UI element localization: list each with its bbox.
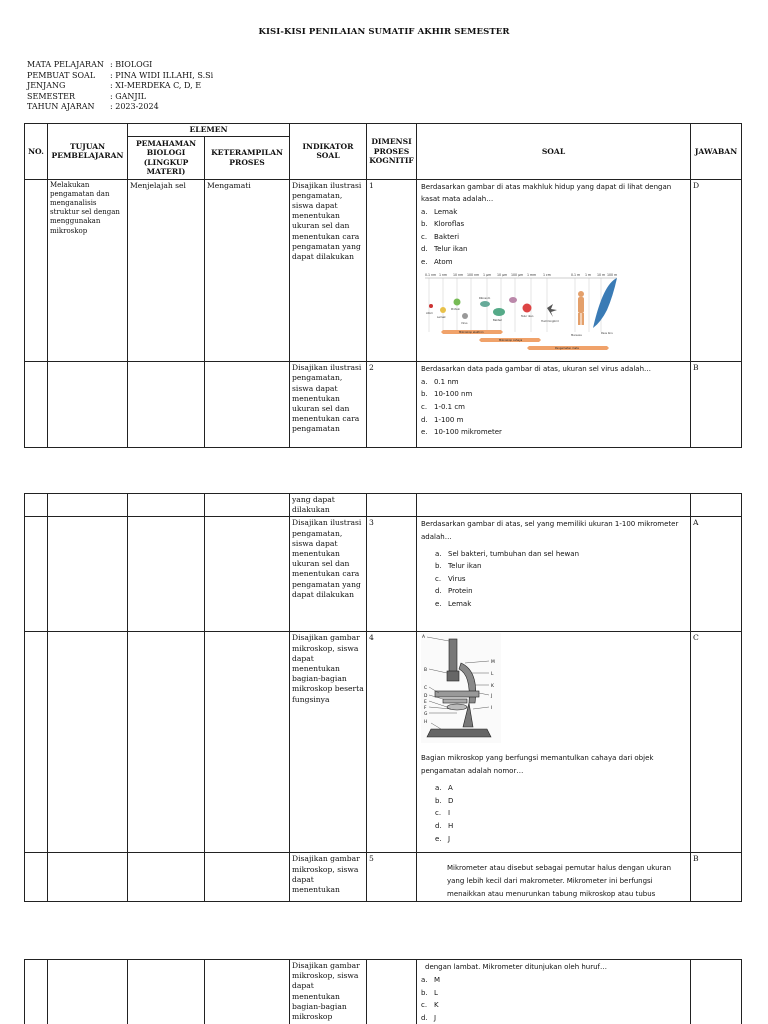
table-row <box>25 179 742 362</box>
document-meta <box>27 60 213 113</box>
svg-text:Paus biru: Paus biru <box>601 331 613 335</box>
cell-soal <box>417 853 691 902</box>
cell-jawaban: A <box>691 517 742 632</box>
svg-text:Mikroskop elektron: Mikroskop elektron <box>459 330 484 334</box>
cell-indikator: Disajikan gambar mikroskop, siswa dapat menentukan bagian-bagian mikroskop <box>290 960 367 1024</box>
option-item: a. Lemak <box>421 207 458 216</box>
meta-row <box>27 60 213 71</box>
cell-jawaban: B <box>691 853 742 902</box>
scale-label: 10 µm <box>497 272 508 277</box>
cell-keterampilan <box>205 853 290 902</box>
cell-jawaban: B <box>691 362 742 448</box>
cell-pemahaman <box>128 632 205 853</box>
meta-row <box>27 71 213 82</box>
option-item: a. Sel bakteri, tumbuhan dan sel hewan <box>435 549 580 558</box>
cell-keterampilan <box>205 960 290 1024</box>
cell-tujuan: Melakukan pengamatan dan menganalisis struktur sel dengan menggunakan mikroskop <box>48 179 128 362</box>
svg-text:F: F <box>424 706 427 712</box>
meta-label: PEMBUAT SOAL <box>27 70 96 80</box>
cell-soal <box>417 179 691 362</box>
svg-text:Virus: Virus <box>461 321 468 325</box>
cell-no <box>25 960 48 1024</box>
option-item: b. D <box>435 796 454 805</box>
question-stem: Berdasarkan gambar di atas makhluk hidup yang dapat di lihat dengan kasat mata adalah… <box>421 182 672 204</box>
option-item: e. Lemak <box>435 599 472 608</box>
option-item: a. A <box>435 784 453 793</box>
option-item: d. 1-100 m <box>421 415 464 424</box>
kisi-table-page-3 <box>24 959 742 1024</box>
option-item: c. 1-0.1 cm <box>421 403 466 412</box>
table-row <box>25 632 742 853</box>
bacteria-icon <box>493 308 505 316</box>
cell-tujuan <box>48 517 128 632</box>
question-stem: Mikrometer atau disebut sebagai pemutar halus dengan ukuran yang lebih kecil dari makrometer. Mikrometer ini berfungsi menaikkan atau menurunkan tabung mikroskop atau tubus <box>447 864 672 898</box>
meta-row <box>27 81 213 92</box>
svg-text:G: G <box>424 712 428 718</box>
virus-icon <box>462 313 468 319</box>
meta-value: : XI-MERDEKA C, D, E <box>110 81 202 90</box>
option-list <box>421 376 688 439</box>
option-list <box>421 206 688 269</box>
svg-text:I: I <box>491 706 493 712</box>
option-item: e. J <box>435 834 451 843</box>
hummingbird-icon <box>547 304 557 317</box>
cell-no <box>25 362 48 448</box>
svg-text:B: B <box>424 668 428 674</box>
cell-tujuan <box>48 960 128 1024</box>
header-soal: SOAL <box>417 124 691 180</box>
cell-tujuan <box>48 362 128 448</box>
cell-tujuan <box>48 853 128 902</box>
cell-soal <box>417 362 691 448</box>
kisi-table-page-1 <box>24 123 742 448</box>
cell-dimensi: 3 <box>367 517 417 632</box>
cell-no <box>25 632 48 853</box>
meta-label: TAHUN AJARAN <box>27 102 95 111</box>
ribosome-icon <box>480 301 490 307</box>
option-item: d. Protein <box>435 587 473 596</box>
scale-label: 1 mm <box>527 272 537 277</box>
lipid-icon <box>440 307 446 313</box>
cell-jawaban <box>691 960 742 1024</box>
option-item: a. M <box>421 975 441 984</box>
cell-icon <box>509 297 517 303</box>
question-stem: Bagian mikroskop yang berfungsi memantulkan cahaya dari objek pengamatan adalah nomor… <box>421 754 654 775</box>
meta-label: SEMESTER <box>27 91 76 101</box>
cell-jawaban <box>691 494 742 517</box>
cell-no <box>25 179 48 362</box>
cell-keterampilan: Mengamati <box>205 179 290 362</box>
meta-label: MATA PELAJARAN <box>27 60 104 69</box>
svg-text:J: J <box>491 694 493 700</box>
option-item: d. H <box>435 821 454 830</box>
blue-whale-icon <box>593 278 617 328</box>
table-row <box>25 517 742 632</box>
meta-value: : 2023-2024 <box>110 102 159 111</box>
svg-text:Telur ikan: Telur ikan <box>521 314 534 318</box>
svg-text:H: H <box>424 720 428 726</box>
svg-text:Bakteri: Bakteri <box>493 318 503 322</box>
svg-text:Mikroskop cahaya: Mikroskop cahaya <box>499 338 523 342</box>
cell-no <box>25 853 48 902</box>
option-item: c. I <box>435 809 451 818</box>
option-item: c. K <box>421 1001 439 1010</box>
meta-value: : PINA WIDI ILLAHI, S.Si <box>110 70 214 80</box>
table-row <box>25 960 742 1024</box>
table-row <box>25 853 742 902</box>
scale-label: 100 m <box>607 272 618 277</box>
cell-tujuan <box>48 632 128 853</box>
svg-text:Pengamatan mata: Pengamatan mata <box>555 346 579 350</box>
cell-indikator: Disajikan ilustrasi pengamatan, siswa dapat menentukan ukuran sel dan menentukan cara pengamatan <box>290 362 367 448</box>
meta-label: JENJANG <box>27 81 66 90</box>
cell-pemahaman <box>128 494 205 517</box>
cell-dimensi: 4 <box>367 632 417 853</box>
option-item: e. 10-100 mikrometer <box>421 428 502 437</box>
cell-keterampilan <box>205 632 290 853</box>
cell-dimensi: 5 <box>367 853 417 902</box>
svg-text:K: K <box>491 684 494 690</box>
svg-text:E: E <box>424 700 427 706</box>
cell-tujuan <box>48 494 128 517</box>
scale-label: 100 nm <box>467 272 480 277</box>
svg-text:Manusia: Manusia <box>571 333 582 337</box>
header-indikator: INDIKATOR SOAL <box>290 124 367 180</box>
cell-indikator: Disajikan gambar mikroskop, siswa dapat menentukan <box>290 853 367 902</box>
atom-icon <box>429 304 433 308</box>
option-item: c. Bakteri <box>421 232 460 241</box>
option-item: b. Kloroflas <box>421 220 465 229</box>
cell-jawaban: C <box>691 632 742 853</box>
scale-label: 0.1 nm <box>425 272 437 277</box>
question-stem: Berdasarkan gambar di atas, sel yang memiliki ukuran 1-100 mikrometer adalah… <box>421 520 679 541</box>
cell-pemahaman <box>128 362 205 448</box>
cell-dimensi <box>367 960 417 1024</box>
header-tujuan: TUJUAN PEMBELAJARAN <box>48 124 128 180</box>
svg-text:D: D <box>424 694 428 700</box>
scale-label: 10 m <box>597 272 606 277</box>
svg-text:Hummingbird: Hummingbird <box>541 319 559 323</box>
meta-row <box>27 92 213 103</box>
scale-label: 1 cm <box>543 272 551 277</box>
cell-indikator: Disajikan ilustrasi pengamatan, siswa dapat menentukan ukuran sel dan menentukan cara pengamatan yang dapat dilakukan <box>290 179 367 362</box>
option-item: a. 0.1 nm <box>421 377 459 386</box>
cell-keterampilan <box>205 494 290 517</box>
cell-no <box>25 517 48 632</box>
option-list <box>421 974 688 1024</box>
cell-jawaban: D <box>691 179 742 362</box>
svg-text:Lemak: Lemak <box>437 315 446 319</box>
scale-label: 100 µm <box>511 272 524 277</box>
kisi-table-page-2 <box>24 493 742 902</box>
option-item: c. Virus <box>435 574 466 583</box>
header-pemahaman: PEMAHAMAN BIOLOGI (LINGKUP MATERI) <box>128 136 205 179</box>
cell-indikator: Disajikan ilustrasi pengamatan, siswa dapat menentukan ukuran sel dan menentukan cara pengamatan yang dapat dilakukan <box>290 517 367 632</box>
fish-egg-icon <box>523 303 532 312</box>
cell-dimensi <box>367 494 417 517</box>
cell-keterampilan <box>205 517 290 632</box>
header-elemen: ELEMEN <box>128 124 290 137</box>
cell-indikator: Disajikan gambar mikroskop, siswa dapat menentukan bagian-bagian mikroskop beserta fungsinya <box>290 632 367 853</box>
header-dimensi: DIMENSI PROSES KOGNITIF <box>367 124 417 180</box>
meta-value: : GANJIL <box>110 91 147 101</box>
scale-label: 0.1 m <box>571 272 581 277</box>
option-item: d. Telur ikan <box>421 245 468 254</box>
header-no: NO. <box>25 124 48 180</box>
header-keterampilan: KETERAMPILAN PROSES <box>205 136 290 179</box>
svg-text:Atom: Atom <box>426 311 433 315</box>
header-jawaban: JAWABAN <box>691 124 742 180</box>
human-icon <box>578 291 584 325</box>
scale-label: 1 m <box>585 272 592 277</box>
svg-text:A: A <box>422 635 426 641</box>
option-item: e. Atom <box>421 258 453 267</box>
cell-dimensi: 1 <box>367 179 417 362</box>
option-item: b. Telur ikan <box>435 562 482 571</box>
svg-text:Protein: Protein <box>451 307 461 311</box>
document-title: KISI-KISI PENILAIAN SUMATIF AKHIR SEMESTER <box>258 27 510 37</box>
option-item: b. 10-100 nm <box>421 390 473 399</box>
table-row <box>25 494 742 517</box>
meta-value: : BIOLOGI <box>110 60 153 69</box>
svg-text:C: C <box>424 686 428 692</box>
cell-pemahaman <box>128 517 205 632</box>
cell-pemahaman: Menjelajah sel <box>128 179 205 362</box>
meta-row <box>27 102 213 113</box>
cell-soal <box>417 517 691 632</box>
question-stem: Berdasarkan data pada gambar di atas, ukuran sel virus adalah… <box>421 365 652 374</box>
cell-dimensi: 2 <box>367 362 417 448</box>
cell-keterampilan <box>205 362 290 448</box>
cell-soal <box>417 632 691 853</box>
svg-text:Ribosom: Ribosom <box>479 296 491 300</box>
option-list <box>421 548 688 611</box>
cell-pemahaman <box>128 960 205 1024</box>
option-list <box>421 782 688 845</box>
scale-label: 1 µm <box>483 272 492 277</box>
option-item: b. L <box>421 988 438 997</box>
question-stem: dengan lambat. Mikrometer ditunjukan oleh huruf… <box>425 963 608 971</box>
scale-label: 10 nm <box>453 272 464 277</box>
cell-no <box>25 494 48 517</box>
cell-pemahaman <box>128 853 205 902</box>
svg-text:M: M <box>491 660 495 666</box>
protein-icon <box>454 298 461 305</box>
cell-indikator: yang dapat dilakukan <box>290 494 367 517</box>
cell-soal <box>417 960 691 1024</box>
svg-text:L: L <box>491 672 494 678</box>
size-scale-illustration <box>421 272 621 356</box>
option-item: d. J <box>421 1014 437 1023</box>
cell-soal <box>417 494 691 517</box>
table-row <box>25 362 742 448</box>
microscope-illustration <box>421 633 501 743</box>
scale-label: 1 nm <box>439 272 448 277</box>
